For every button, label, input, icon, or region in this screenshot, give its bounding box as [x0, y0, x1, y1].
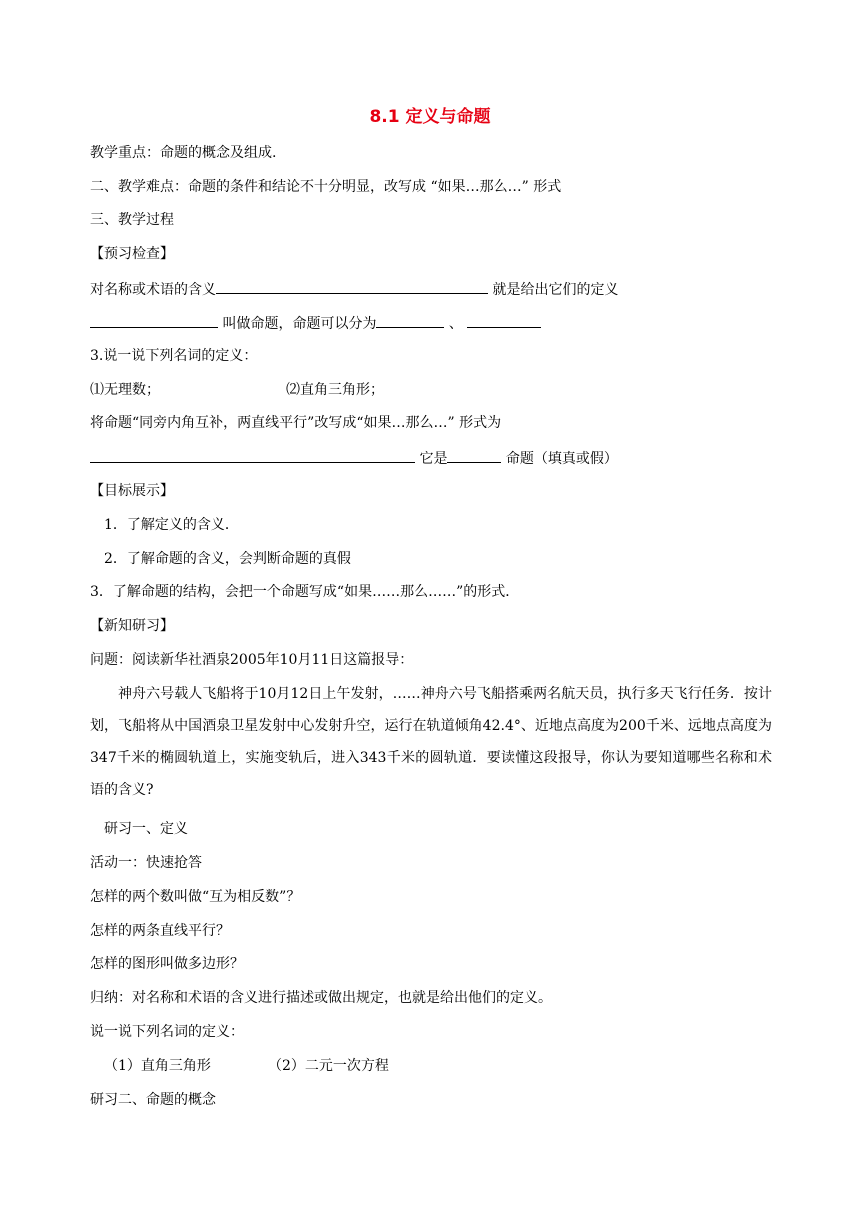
new-knowledge-heading: 【新知研习】 — [90, 618, 174, 634]
preview-question-4: 将命题“同旁内角互补，两直线平行”改写成“如果…那么…” 形式为 — [90, 415, 502, 431]
reading-question: 问题：阅读新华社酒泉2005年10月11日这篇报导： — [90, 652, 414, 668]
answer-blank[interactable] — [467, 312, 541, 328]
study-two-heading: 研习二、命题的概念 — [90, 1092, 216, 1108]
q3-item-b: ⑵直角三角形； — [286, 382, 384, 398]
activity-question-2: 怎样的两条直线平行？ — [90, 923, 230, 939]
teaching-difficulty: 二、教学难点：命题的条件和结论不十分明显，改写成 “如果…那么…” 形式 — [90, 179, 562, 195]
news-report-paragraph: 神舟六号载人飞船将于10月12日上午发射，……神舟六号飞船搭乘两名航天员，执行多天飞行任务．按计划，飞船将从中国酒泉卫星发射中心发射升空，运行在轨道倾角42.4°、近地点高度为200千米、远地点高度为347千米的椭圆轨道上，实施变轨后，进入343千米的圆轨道．要读懂这段报导，你认为要知道哪些名称和术语的含义? — [90, 686, 772, 798]
q1-suffix: 就是给出它们的定义 — [492, 282, 619, 298]
q2-mid: 叫做命题，命题可以分为 — [222, 316, 377, 332]
define-term-b: （2）二元一次方程 — [268, 1058, 389, 1074]
preview-heading: 【预习检查】 — [90, 246, 174, 262]
teaching-focus: 教学重点：命题的概念及组成. — [90, 145, 277, 161]
activity-question-1: 怎样的两个数叫做“互为相反数”？ — [90, 889, 301, 905]
answer-blank[interactable] — [376, 312, 444, 328]
q1-prefix: 对名称或术语的含义 — [90, 282, 216, 298]
preview-question-4-answer — [90, 447, 618, 469]
activity-one: 活动一：快速抢答 — [90, 855, 202, 871]
answer-blank[interactable] — [447, 447, 501, 463]
teaching-process: 三、教学过程 — [90, 212, 174, 228]
q4-mid: 它是 — [419, 451, 448, 467]
summary-line: 归纳：对名称和术语的含义进行描述或做出规定，也就是给出他们的定义。 — [90, 990, 552, 1006]
goal-item-1: 1．了解定义的含义． — [104, 517, 239, 533]
goals-heading: 【目标展示】 — [90, 483, 174, 499]
activity-question-3: 怎样的图形叫做多边形？ — [90, 956, 244, 972]
preview-question-2 — [90, 312, 541, 334]
page-title: 8.1 定义与命题 — [369, 107, 491, 127]
define-term-a: （1）直角三角形 — [104, 1058, 211, 1074]
study-one-heading: 研习一、定义 — [104, 821, 188, 837]
q3-item-a: ⑴无理数； — [90, 382, 160, 398]
preview-question-3: 3.说一说下列名词的定义： — [90, 348, 258, 364]
q4-suffix: 命题（填真或假） — [505, 451, 618, 467]
answer-blank[interactable] — [90, 312, 218, 328]
goal-item-2: 2．了解命题的含义，会判断命题的真假 — [104, 551, 351, 567]
q2-sep: 、 — [448, 316, 463, 332]
define-terms-prompt: 说一说下列名词的定义： — [90, 1024, 244, 1040]
answer-blank[interactable] — [216, 278, 488, 294]
answer-blank[interactable] — [90, 447, 415, 463]
preview-question-1 — [90, 278, 618, 300]
goal-item-3: 3．了解命题的结构，会把一个命题写成“如果……那么……”的形式． — [90, 584, 520, 600]
